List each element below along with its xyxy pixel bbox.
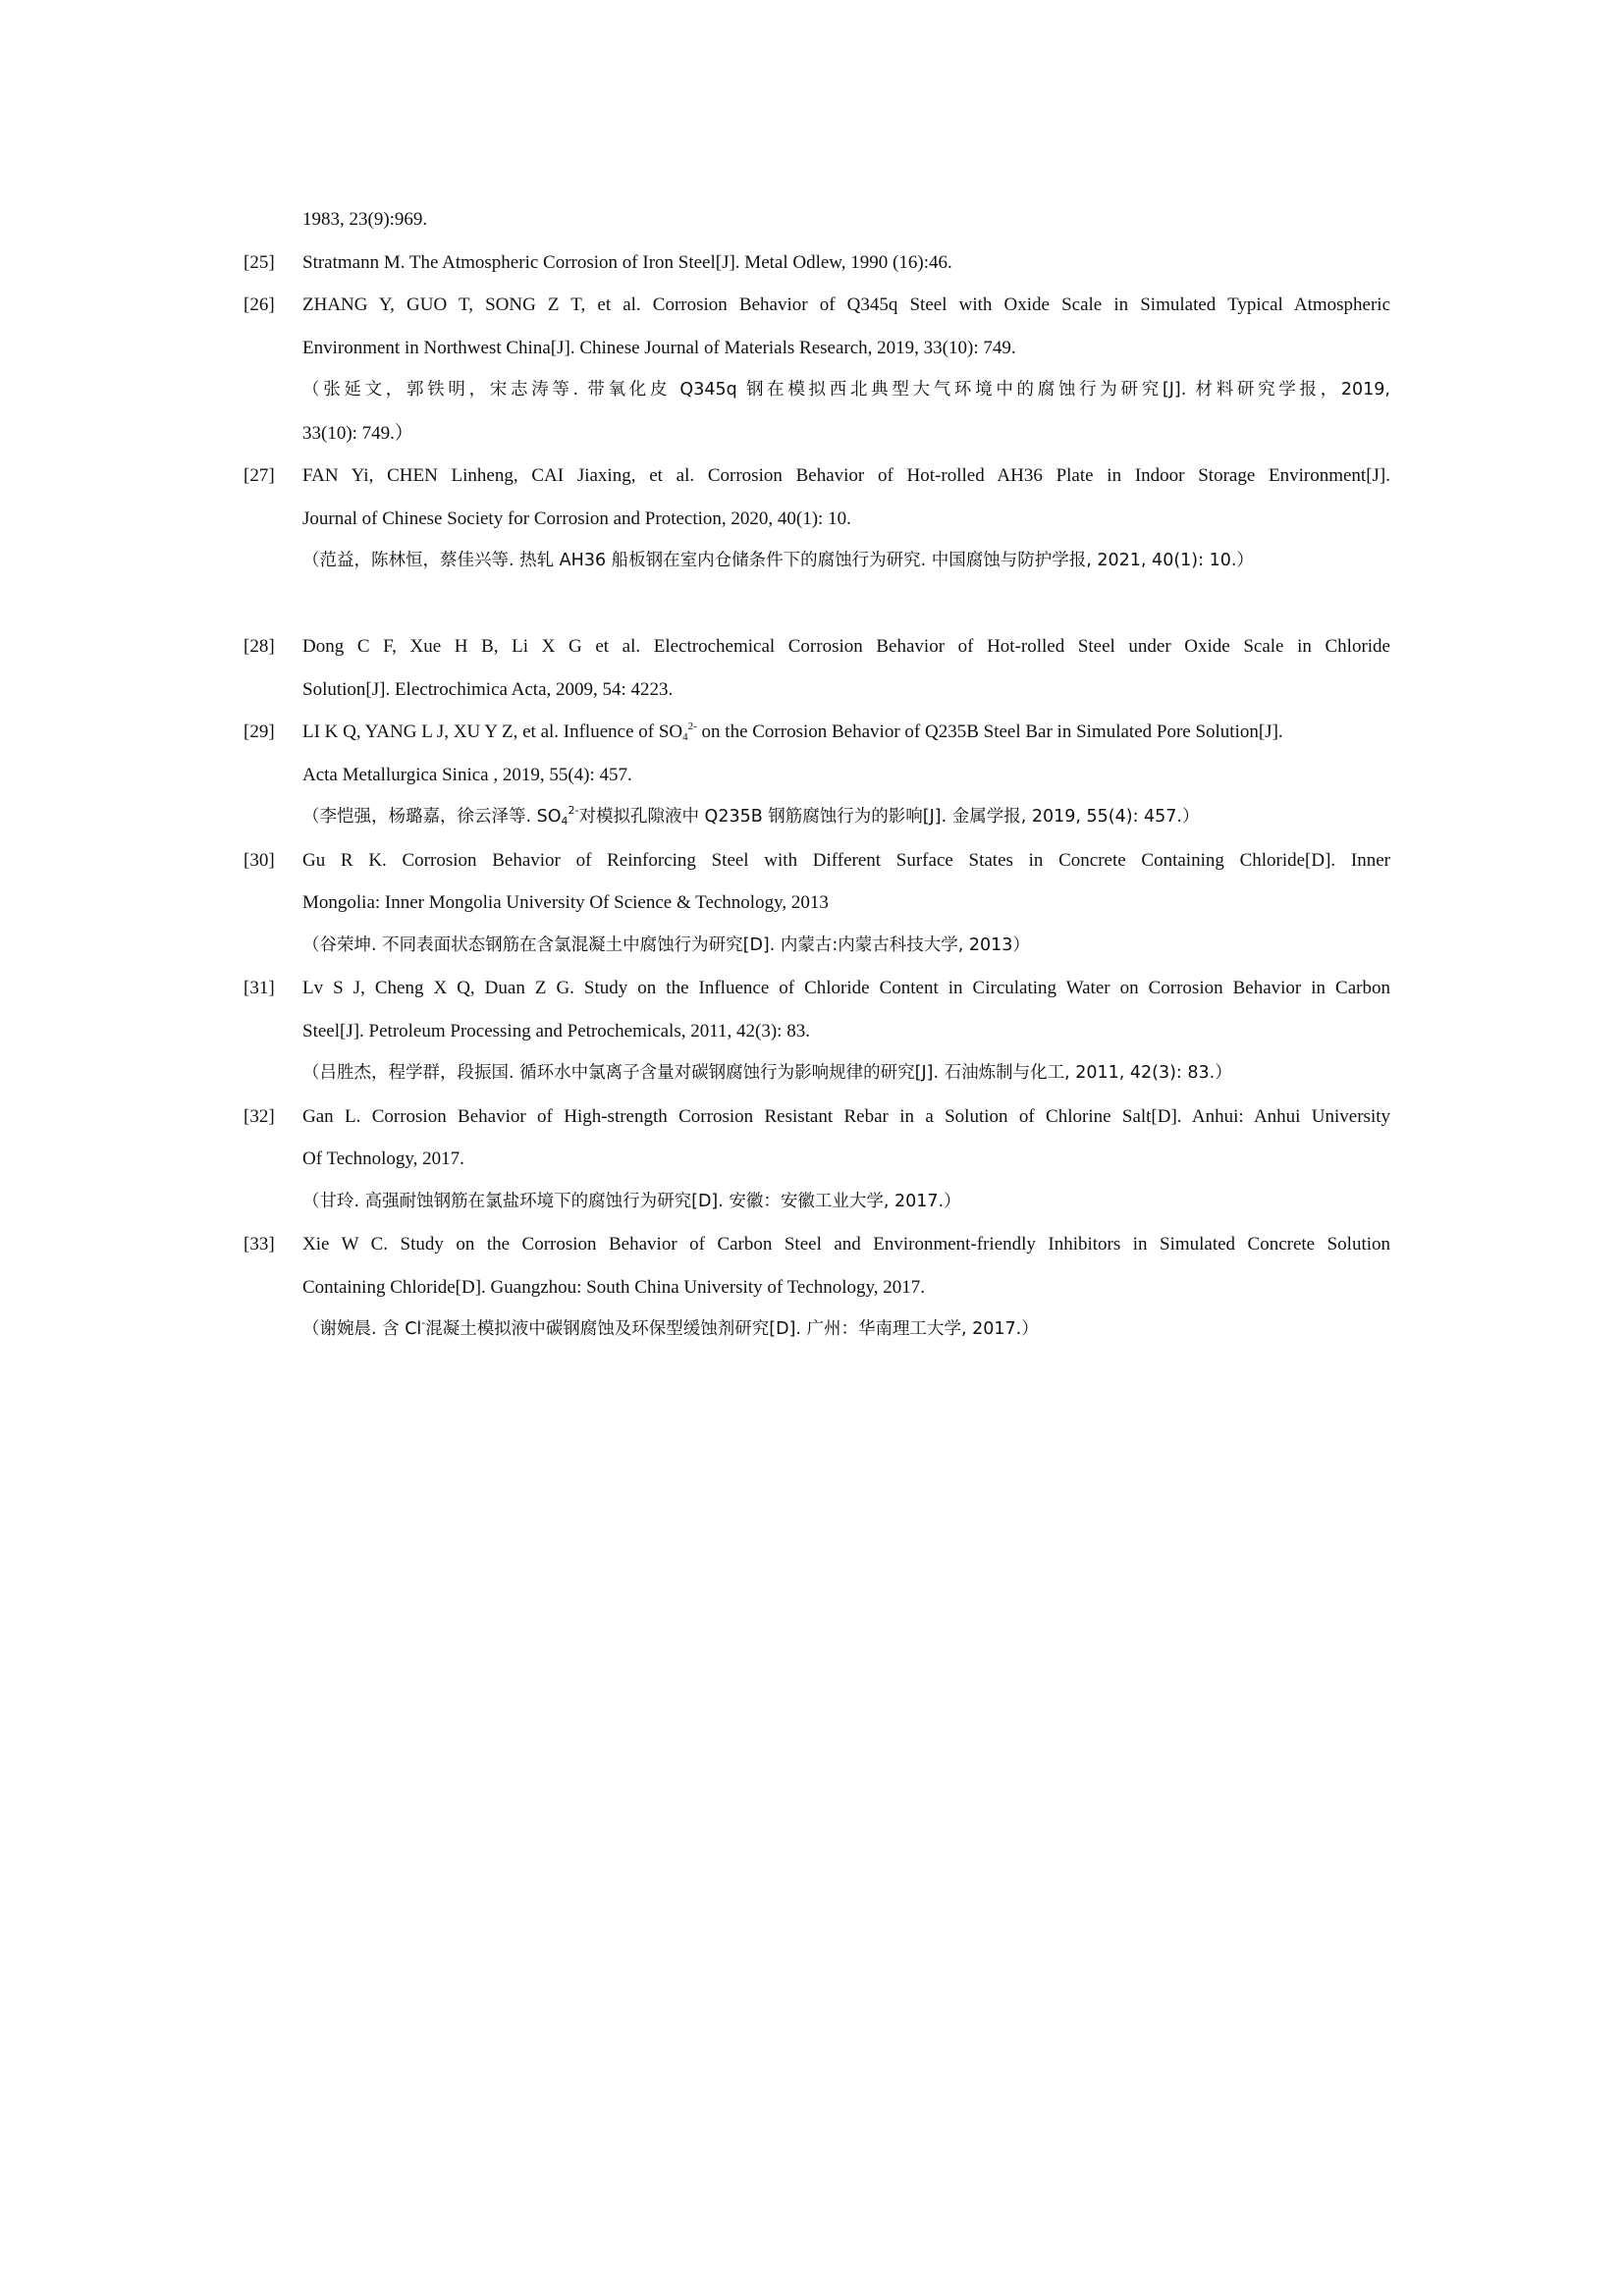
reference-number: [25]	[244, 251, 275, 273]
reference-number: [32]	[244, 1105, 275, 1127]
reference-text: Solution[J]. Electrochimica Acta, 2009, 54: 4223.	[302, 678, 674, 700]
reference-text: Mongolia: Inner Mongolia University Of Science & Technology, 2013	[302, 892, 829, 913]
reference-29	[244, 711, 1390, 839]
reference-translation: （张延文，郭铁明，宋志涛等. 带氧化皮 Q345q 钢在模拟西北典型大气环境中的腐蚀行为研究[J]. 材料研究学报，2019,	[302, 380, 1390, 400]
reference-28	[244, 625, 1390, 711]
reference-number: [29]	[244, 721, 275, 742]
reference-translation: （范益，陈林恒，蔡佳兴等. 热轧 AH36 船板钢在室内仓储条件下的腐蚀行为研究. 中国腐蚀与防护学报, 2021, 40(1): 10.）	[302, 551, 1254, 570]
reference-text: Environment in Northwest China[J]. Chinese Journal of Materials Research, 2019, 33(10): 749.	[302, 337, 1016, 358]
reference-text: Containing Chloride[D]. Guangzhou: South China University of Technology, 2017.	[302, 1276, 926, 1298]
reference-text: FAN Yi, CHEN Linheng, CAI Jiaxing, et al. Corrosion Behavior of Hot-rolled AH36 Plate in Indoor Storage Environment[J].	[302, 465, 1390, 486]
reference-translation: （甘玲. 高强耐蚀钢筋在氯盐环境下的腐蚀行为研究[D]. 安徽：安徽工业大学, 2017.）	[302, 1191, 961, 1211]
reference-text: Acta Metallurgica Sinica , 2019, 55(4): 457.	[302, 764, 632, 785]
reference-translation: （吕胜杰，程学群，段振国. 循环水中氯离子含量对碳钢腐蚀行为影响规律的研究[J]. 石油炼制与化工, 2011, 42(3): 83.）	[302, 1063, 1232, 1083]
reference-number: [31]	[244, 978, 275, 998]
reference-continuation: 1983, 23(9):969.	[302, 209, 428, 230]
reference-text: ZHANG Y, GUO T, SONG Z T, et al. Corrosion Behavior of Q345q Steel with Oxide Scale in Simulated Typical Atmospheric	[302, 294, 1390, 315]
reference-text: Xie W C. Study on the Corrosion Behavior of Carbon Steel and Environment-friendly Inhibitors in Simulated Concrete Solution	[302, 1234, 1390, 1255]
reference-number: [30]	[244, 849, 275, 871]
reference-text: Gu R K. Corrosion Behavior of Reinforcing Steel with Different Surface States in Concrete Containing Chloride[D]. Inner	[302, 849, 1390, 871]
reference-25	[244, 241, 1390, 285]
reference-text: Stratmann M. The Atmospheric Corrosion of Iron Steel[J]. Metal Odlew, 1990 (16):46.	[302, 251, 952, 273]
reference-27	[244, 454, 1390, 583]
reference-text: Journal of Chinese Society for Corrosion and Protection, 2020, 40(1): 10.	[302, 507, 851, 529]
reference-translation: 33(10): 749.）	[302, 422, 413, 444]
reference-translation: （谷荣坤. 不同表面状态钢筋在含氯混凝土中腐蚀行为研究[D]. 内蒙古:内蒙古科技大学, 2013）	[302, 934, 1030, 955]
reference-translation: （谢婉晨. 含 Cl-混凝土模拟液中碳钢腐蚀及环保型缓蚀剂研究[D]. 广州：华南理工大学, 2017.）	[302, 1316, 1039, 1339]
reference-33	[244, 1223, 1390, 1352]
reference-text: Of Technology, 2017.	[302, 1148, 464, 1169]
reference-text: Lv S J, Cheng X Q, Duan Z G. Study on the Influence of Chloride Content in Circulating Water on Corrosion Behavior in Carbon	[302, 978, 1390, 998]
reference-26	[244, 284, 1390, 454]
reference-31	[244, 967, 1390, 1095]
reference-text: Gan L. Corrosion Behavior of High-strength Corrosion Resistant Rebar in a Solution of Chlorine Salt[D]. Anhui: Anhui University	[302, 1105, 1390, 1127]
reference-32	[244, 1095, 1390, 1224]
reference-number: [28]	[244, 636, 275, 657]
reference-list	[244, 198, 1390, 1352]
reference-number: [26]	[244, 294, 275, 315]
reference-number: [33]	[244, 1234, 275, 1255]
reference-30	[244, 839, 1390, 968]
reference-translation: （李恺强，杨璐嘉，徐云泽等. $SO_4^{2-}$对模拟孔隙液中 Q235B 钢筋腐蚀行为的影响[J]. 金属学报, 2019, 55(4): 457.）	[302, 804, 1200, 828]
reference-text: Dong C F, Xue H B, Li X G et al. Electrochemical Corrosion Behavior of Hot-rolled Steel under Oxide Scale in Chloride	[302, 636, 1390, 657]
reference-text: LI K Q, YANG L J, XU Y Z, et al. Influence of $SO_4^{2-}$ on the Corrosion Behavior of Q235B Steel Bar in Simulated Pore Solution[J].	[302, 721, 1283, 743]
reference-number: [27]	[244, 465, 275, 486]
reference-text: Steel[J]. Petroleum Processing and Petrochemicals, 2011, 42(3): 83.	[302, 1020, 810, 1041]
